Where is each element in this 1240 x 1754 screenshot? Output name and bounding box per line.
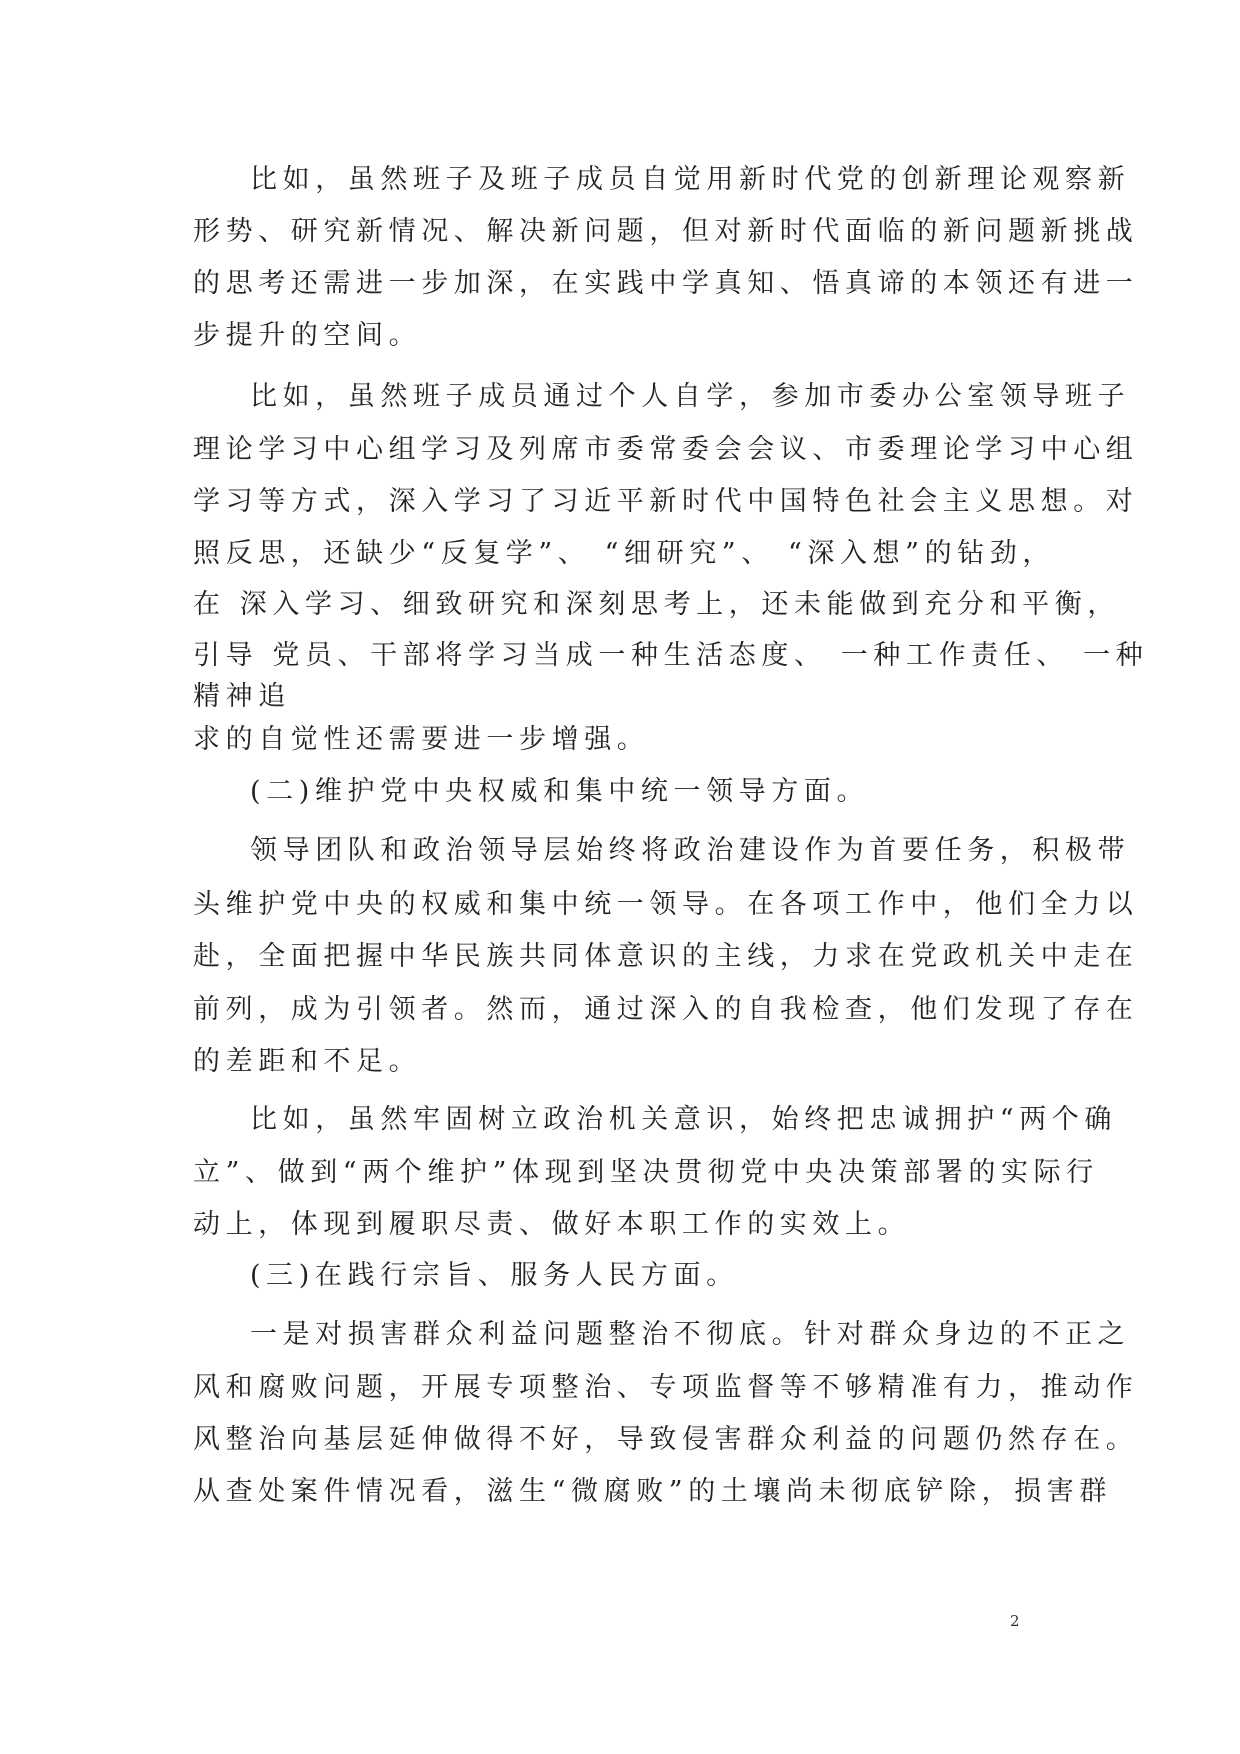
paragraph-line: 的思考还需进一步加深，在实践中学真知、悟真谛的本领还有进一 [193,268,1139,299]
paragraph-line: 比如，虽然牢固树立政治机关意识，始终把忠诚拥护“两个确 [250,1104,1118,1135]
section-heading: (二)维护党中央权威和集中统一领导方面。 [250,776,870,807]
paragraph-line: 风和腐败问题，开展专项整治、专项监督等不够精准有力，推动作 [193,1372,1139,1403]
paragraph-line: 赴，全面把握中华民族共同体意识的主线，力求在党政机关中走在 [193,941,1139,972]
paragraph-line: 一是对损害群众利益问题整治不彻底。针对群众身边的不正之 [250,1319,1131,1350]
section-heading: (三)在践行宗旨、服务人民方面。 [250,1260,739,1291]
paragraph-line: 理论学习中心组学习及列席市委常委会会议、市委理论学习中心组 [193,434,1139,465]
paragraph-line: 前列，成为引领者。然而，通过深入的自我检查，他们发现了存在 [193,994,1139,1025]
paragraph-line: 领导团队和政治领导层始终将政治建设作为首要任务，积极带 [250,835,1131,866]
paragraph-line: 比如，虽然班子成员通过个人自学，参加市委办公室领导班子 [250,381,1131,412]
paragraph-line: 头维护党中央的权威和集中统一领导。在各项工作中，他们全力以 [193,889,1139,920]
paragraph-line: 在 深入学习、细致研究和深刻思考上，还未能做到充分和平衡， [193,589,1120,620]
paragraph-line: 立”、做到“两个维护”体现到坚决贯彻党中央决策部署的实际行 [193,1157,1099,1188]
paragraph-line: 精神追 [193,681,291,712]
paragraph-line: 形势、研究新情况、解决新问题，但对新时代面临的新问题新挑战 [193,216,1139,247]
paragraph-line: 比如，虽然班子及班子成员自觉用新时代党的创新理论观察新 [250,164,1131,195]
paragraph-line: 从查处案件情况看，滋生“微腐败”的土壤尚未彻底铲除，损害群 [193,1476,1113,1507]
paragraph-line: 求的自觉性还需要进一步增强。 [193,724,650,755]
paragraph-line: 步提升的空间。 [193,320,422,351]
paragraph-line: 风整治向基层延伸做得不好，导致侵害群众利益的问题仍然存在。 [193,1424,1139,1455]
paragraph-line: 动上，体现到履职尽责、做好本职工作的实效上。 [193,1209,911,1240]
paragraph-line: 引导 党员、干部将学习当成一种生活态度、 一种工作责任、 一种 [193,640,1149,671]
page-number: 2 [1010,1612,1020,1630]
paragraph-line: 学习等方式，深入学习了习近平新时代中国特色社会主义思想。对 [193,486,1139,517]
paragraph-line: 照反思，还缺少“反复学”、 “细研究”、 “深入想”的钻劲， [193,538,1055,569]
paragraph-line: 的差距和不足。 [193,1046,422,1077]
